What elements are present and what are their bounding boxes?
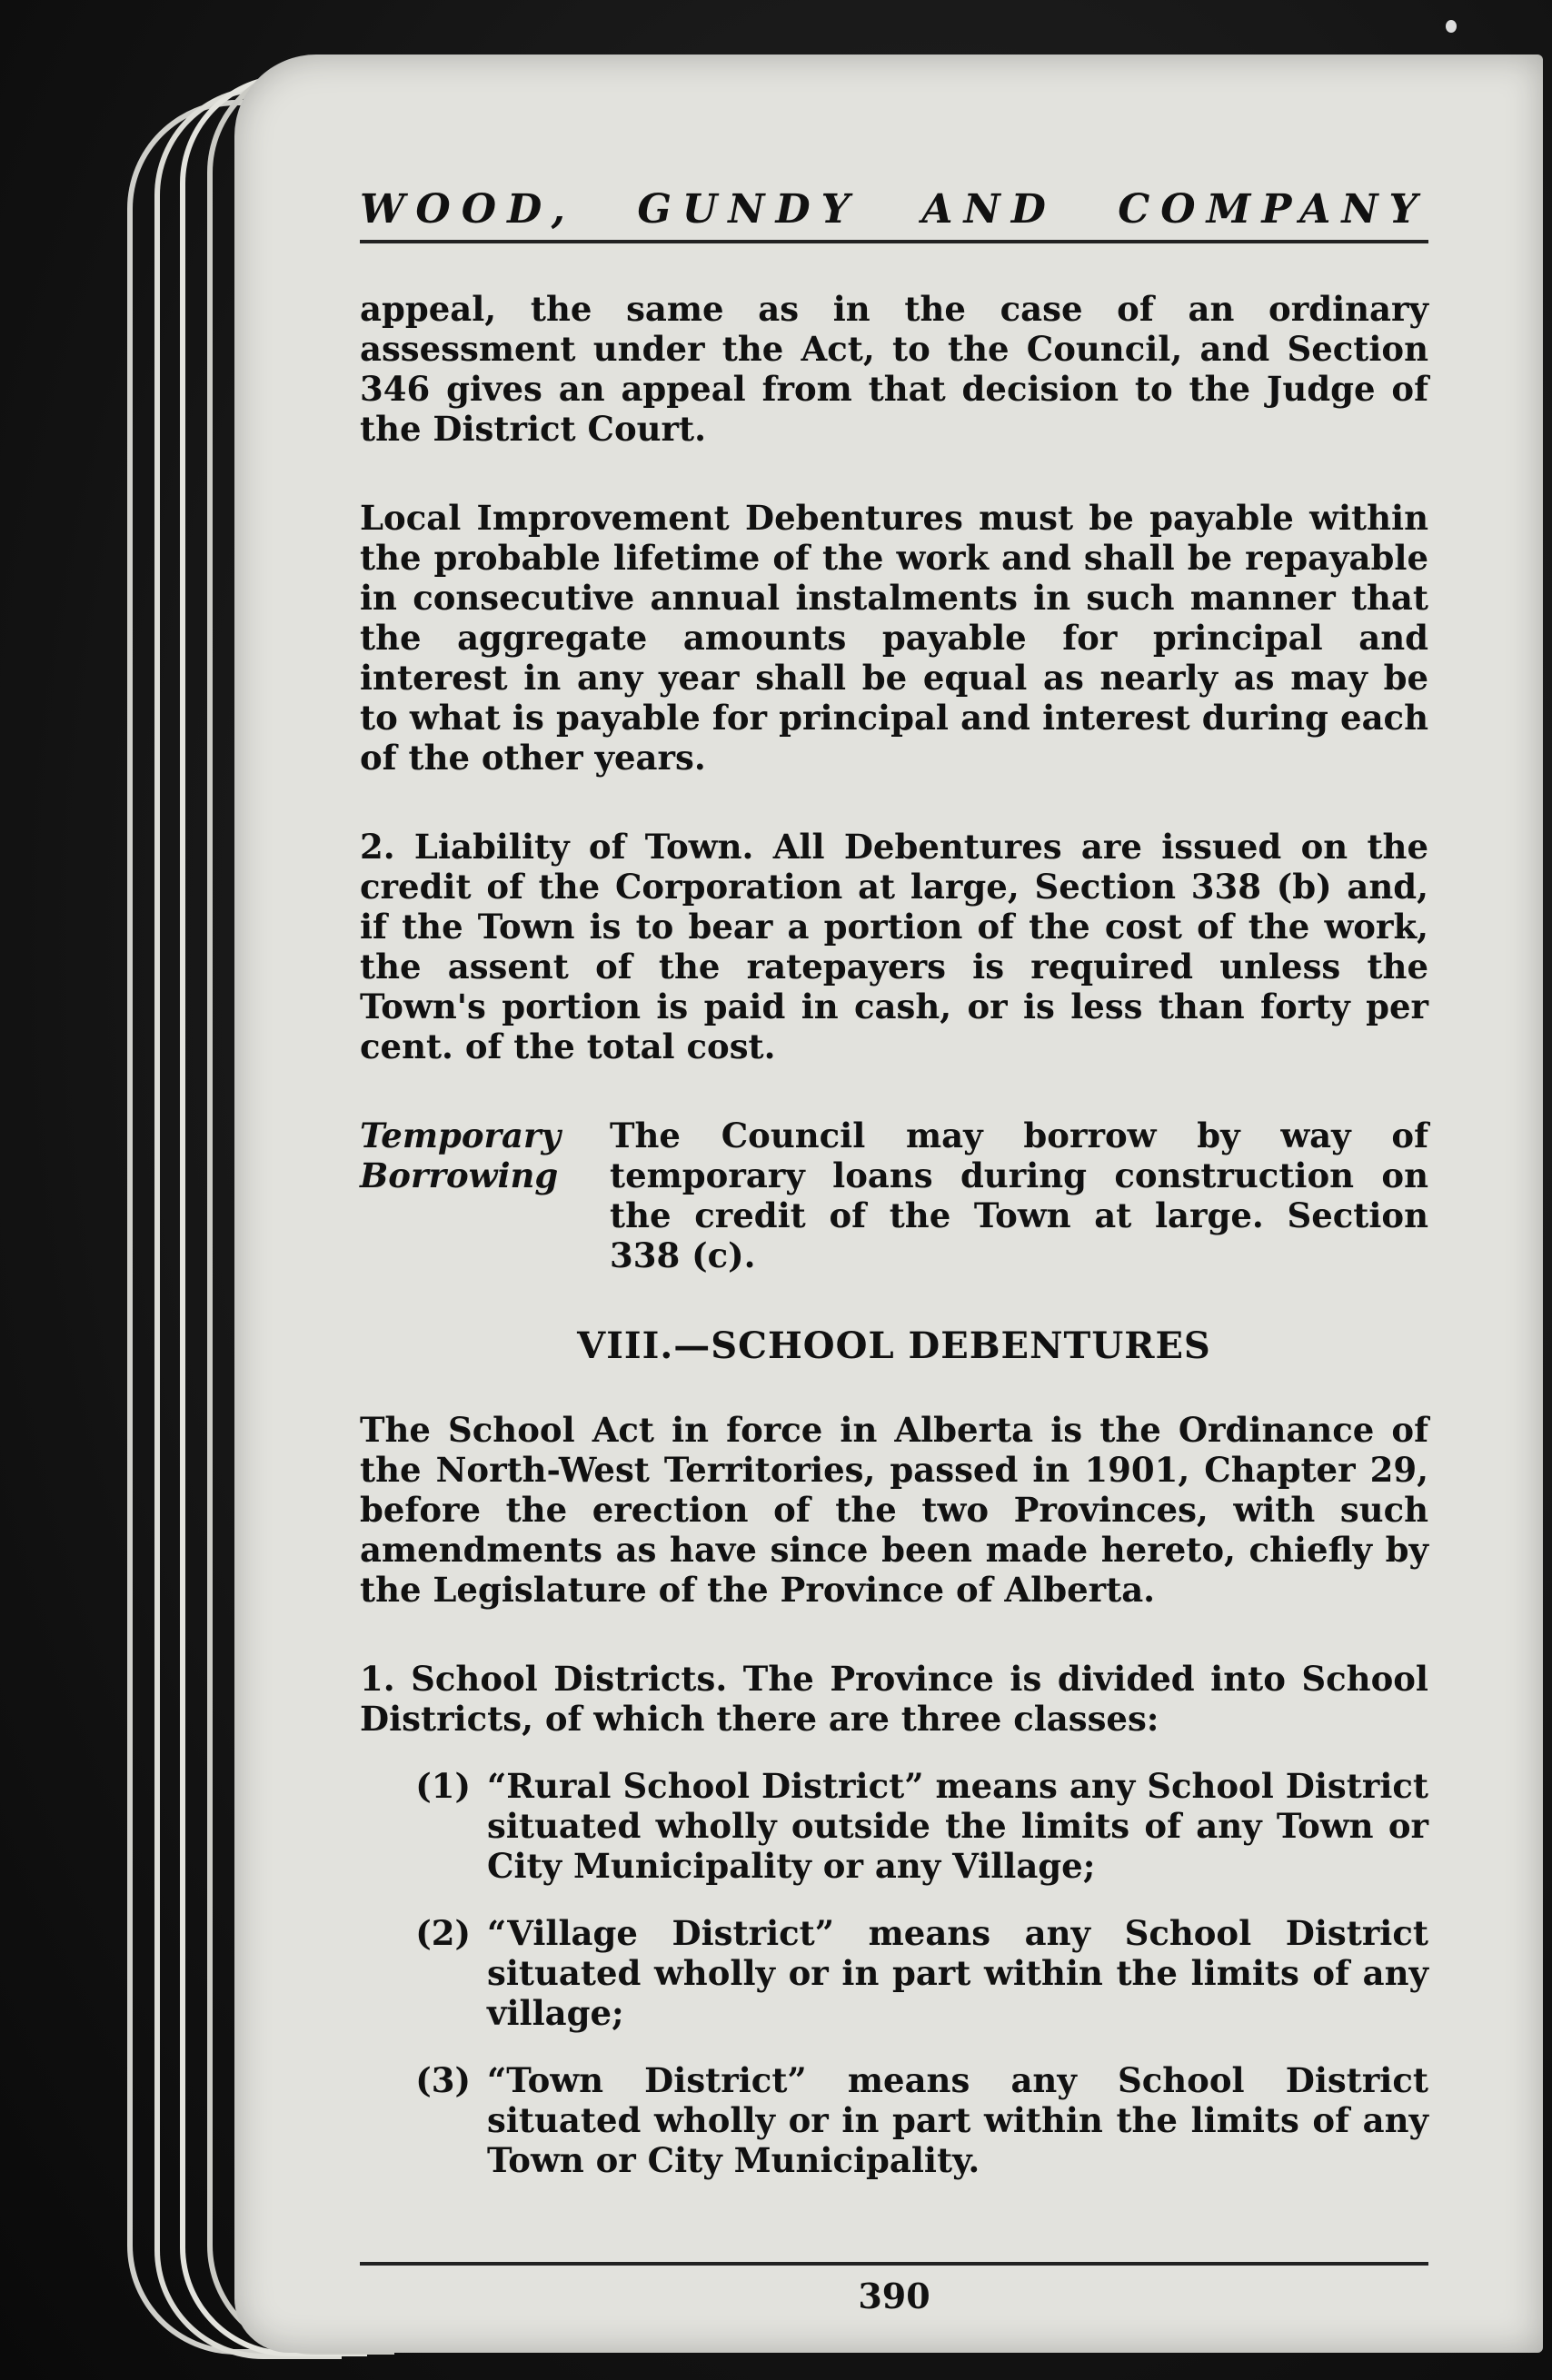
paragraph-school-act: The School Act in force in Alberta is the Ordinance of the North-West Territories, passed in 1901, Chapter 29, before the erection of the two Provinces, with such amendments as have since been made hereto, chiefly by the Legislature of the Province of Alberta.: [360, 1410, 1428, 1610]
temporary-borrowing-text: The Council may borrow by way of temporary loans during construction on the credit of the Town at large. Section 338 (c).: [610, 1116, 1428, 1275]
list-item-number: (3): [415, 2060, 471, 2100]
side-heading-line: Borrowing: [360, 1155, 559, 1195]
scan-speck: [1446, 20, 1457, 33]
paragraph-school-districts: [360, 1659, 1428, 1739]
section-heading: VIII.—SCHOOL DEBENTURES: [577, 1324, 1211, 1367]
districts-lead: 1. School Districts.: [360, 1659, 728, 1699]
side-heading: [360, 1116, 610, 1275]
list-item: [360, 2060, 1428, 2180]
liability-lead: 2. Liability of Town.: [360, 827, 754, 867]
side-heading-line: Temporary: [360, 1116, 561, 1155]
running-head-word: AND: [921, 186, 1057, 233]
page-number: 390: [858, 2276, 930, 2316]
list-item-text: “Rural School District” means any School District situated wholly outside the limits of any Town or City Municipality or any Village;: [487, 1766, 1428, 1886]
paragraph-liability: [360, 827, 1428, 1066]
running-head-word: COMPANY: [1118, 186, 1428, 233]
running-head-word: GUNDY: [637, 186, 861, 233]
page-content: [360, 186, 1428, 2316]
running-head-word: WOOD,: [360, 186, 576, 233]
list-item: [360, 1766, 1428, 1886]
district-list: [360, 1766, 1428, 2180]
list-item-number: (1): [415, 1766, 471, 1806]
list-item-text: “Town District” means any School District situated wholly or in part within the limits of any Town or City Municipality.: [487, 2060, 1428, 2180]
temporary-borrowing-block: [360, 1116, 1428, 1275]
list-item: [360, 1913, 1428, 2033]
book-page: [234, 55, 1543, 2353]
paragraph-local-improvement: Local Improvement Debentures must be payable within the probable lifetime of the work and shall be repayable in consecutive annual instalments in such manner that the aggregate amounts payable for principal and interest in any year shall be equal as nearly as may be to what is payable for principal and interest during each of the other years.: [360, 498, 1428, 778]
districts-text: The Province is divided into School Districts, of which there are three classes:: [360, 1659, 1428, 1739]
paragraph-appeal: appeal, the same as in the case of an ordinary assessment under the Act, to the Council, and Section 346 gives an appeal from that decision to the Judge of the District Court.: [360, 289, 1428, 449]
list-item-text: “Village District” means any School District situated wholly or in part within the limits of any village;: [487, 1913, 1428, 2033]
list-item-number: (2): [415, 1913, 471, 1953]
footer-rule: [360, 2262, 1428, 2266]
liability-text: All Debentures are issued on the credit of the Corporation at large, Section 338 (b) and, if the Town is to bear a portion of the cost of the work, the assent of the ratepayers is required unless the Town's portion is paid in cash, or is less than forty per cent. of the total cost.: [360, 827, 1428, 1066]
running-head: [360, 186, 1428, 243]
